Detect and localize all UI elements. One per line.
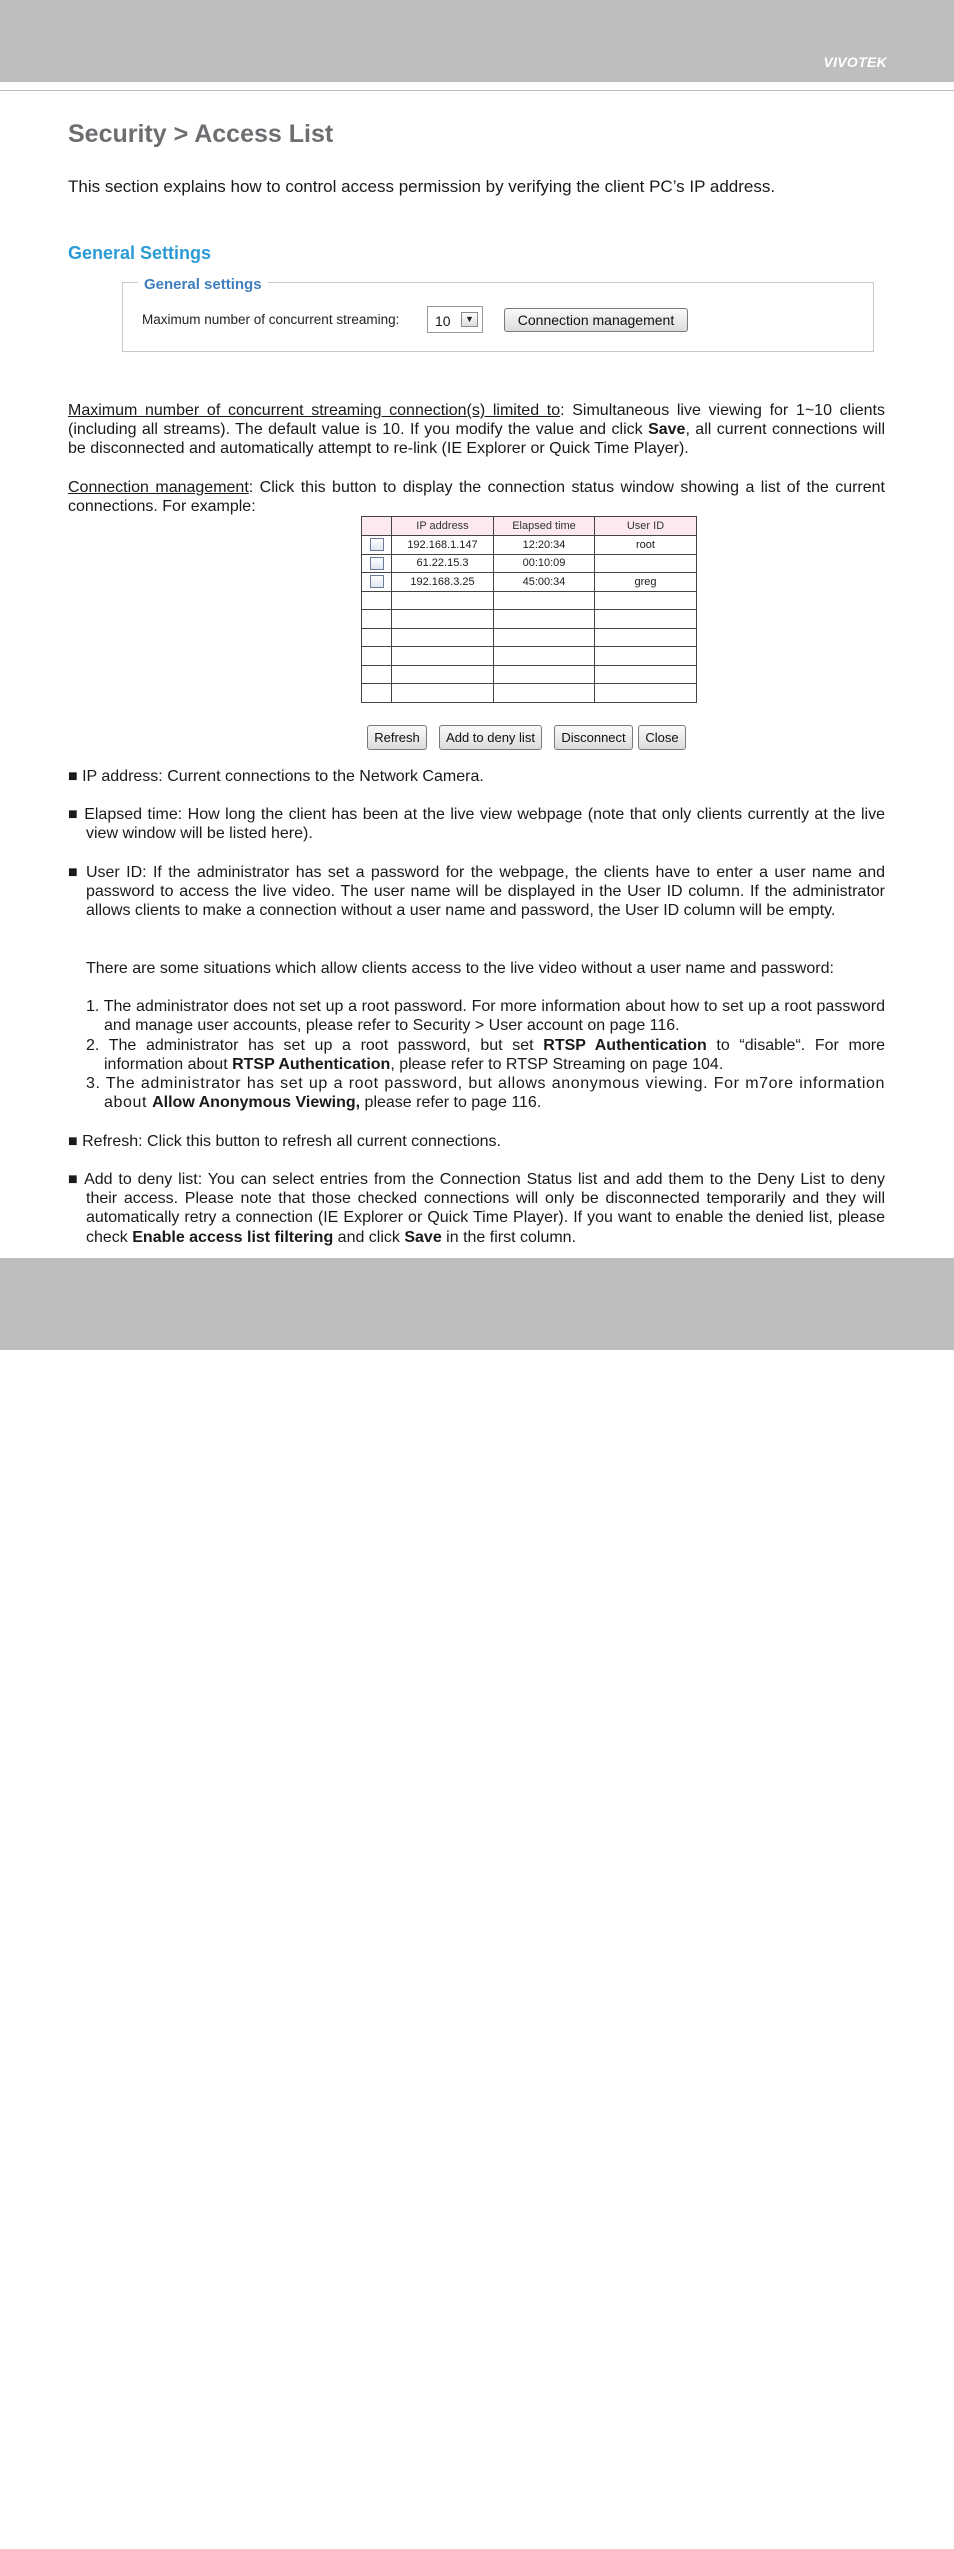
elapsed-cell: 45:00:34: [494, 573, 595, 592]
table-header-row: [362, 517, 697, 536]
connection-management-description: Connection management: Click this button to display the connection status window showing a list of the current connections. For example:: [68, 479, 885, 516]
empty-row: [362, 665, 697, 684]
checkbox-column-header: [362, 517, 392, 536]
intro-text: This section explains how to control access permission by verifying the client PC’s IP address.: [68, 177, 776, 196]
row-checkbox[interactable]: [370, 538, 384, 551]
section-heading: General Settings: [68, 243, 212, 263]
general-settings-legend: General settings: [138, 276, 268, 293]
max-streaming-label: Maximum number of concurrent streaming:: [142, 312, 400, 327]
ip-cell: 61.22.15.3: [392, 554, 494, 573]
elapsed-cell: 12:20:34: [494, 536, 595, 555]
header-band: [0, 0, 954, 82]
ip-cell: 192.168.1.147: [392, 536, 494, 555]
disconnect-button[interactable]: Disconnect: [554, 725, 633, 750]
situation-item-3: 3. The administrator has set up a root password, but allows anonymous viewing. For m7ore information about Allow Anonymous Viewing, please refer to page 116.: [86, 1075, 885, 1112]
table-row: [362, 573, 697, 592]
ip-address-header: IP address: [392, 517, 494, 536]
elapsed-time-header: Elapsed time: [494, 517, 595, 536]
ip-cell: 192.168.3.25: [392, 573, 494, 592]
connection-management-term: Connection management: [68, 479, 249, 496]
empty-row: [362, 684, 697, 703]
situation-item-1: 1. The administrator does not set up a root password. For more information about how to set up a root password and manage user accounts, please refer to Security > User account on page 116.: [86, 998, 885, 1035]
connection-management-button[interactable]: Connection management: [504, 308, 688, 332]
bullet-add-to-deny-list: ■ Add to deny list: You can select entries from the Connection Status list and add them to the Deny List to deny their access. Please note that those checked connections will only be disconnected temporarily and they will automatically retry a connection (IE Explorer or Quick Time Player). If you want to enable the denied list, please check Enable access list filtering and click Save in the first column.: [68, 1171, 885, 1246]
bullet-elapsed-time: ■ Elapsed time: How long the client has been at the live view webpage (note that only clients currently at the live view window will be listed here).: [68, 806, 885, 843]
bullet-ip-address: ■ IP address: Current connections to the Network Camera.: [68, 768, 484, 785]
page-title: Security > Access List: [68, 120, 334, 148]
user-cell: [595, 554, 697, 573]
row-checkbox[interactable]: [370, 557, 384, 570]
max-streaming-value: 10: [435, 313, 451, 329]
add-to-deny-list-button[interactable]: Add to deny list: [439, 725, 542, 750]
page-number: User's Manual - 125: [762, 2533, 887, 2549]
max-streaming-term: Maximum number of concurrent streaming connection(s) limited to: [68, 402, 561, 419]
empty-row: [362, 591, 697, 610]
max-streaming-description: Maximum number of concurrent streaming connection(s) limited to: Simultaneous live viewing for 1~10 clients (including all streams). The default value is 10. If you modify the value and click Save, all current connections will be disconnected and automatically attempt to re-link (IE Explorer or Quick Time Player).: [68, 402, 886, 458]
close-button[interactable]: Close: [638, 725, 686, 750]
row-checkbox[interactable]: [370, 575, 384, 588]
empty-row: [362, 610, 697, 629]
user-id-header: User ID: [595, 517, 697, 536]
user-cell: root: [595, 536, 697, 555]
bullet-refresh: ■ Refresh: Click this button to refresh all current connections.: [68, 1133, 501, 1150]
empty-row: [362, 647, 697, 666]
brand-logo-text: VIVOTEK: [823, 54, 887, 70]
table-row: [362, 536, 697, 555]
dropdown-arrow-icon[interactable]: ▼: [461, 312, 478, 327]
header-divider: [0, 90, 954, 91]
max-streaming-select[interactable]: [427, 306, 483, 333]
refresh-button[interactable]: Refresh: [367, 725, 427, 750]
situations-text: There are some situations which allow clients access to the live video without a user name and password:: [86, 960, 834, 977]
table-row: [362, 554, 697, 573]
bullet-user-id: ■ User ID: If the administrator has set a password for the webpage, the clients have to enter a user name and password to access the live video. The user name will be displayed in the User ID column. If the administrator allows clients to make a connection without a user name and password, the User ID column will be empty.: [68, 864, 885, 920]
connection-status-table: [361, 516, 697, 703]
situation-item-2: 2. The administrator has set up a root password, but set RTSP Authentication to “disable“. For more information about RTSP Authentication, please refer to RTSP Streaming on page 104.: [86, 1037, 885, 1074]
empty-row: [362, 628, 697, 647]
user-cell: greg: [595, 573, 697, 592]
footer-band: [0, 1258, 954, 2549]
elapsed-cell: 00:10:09: [494, 554, 595, 573]
